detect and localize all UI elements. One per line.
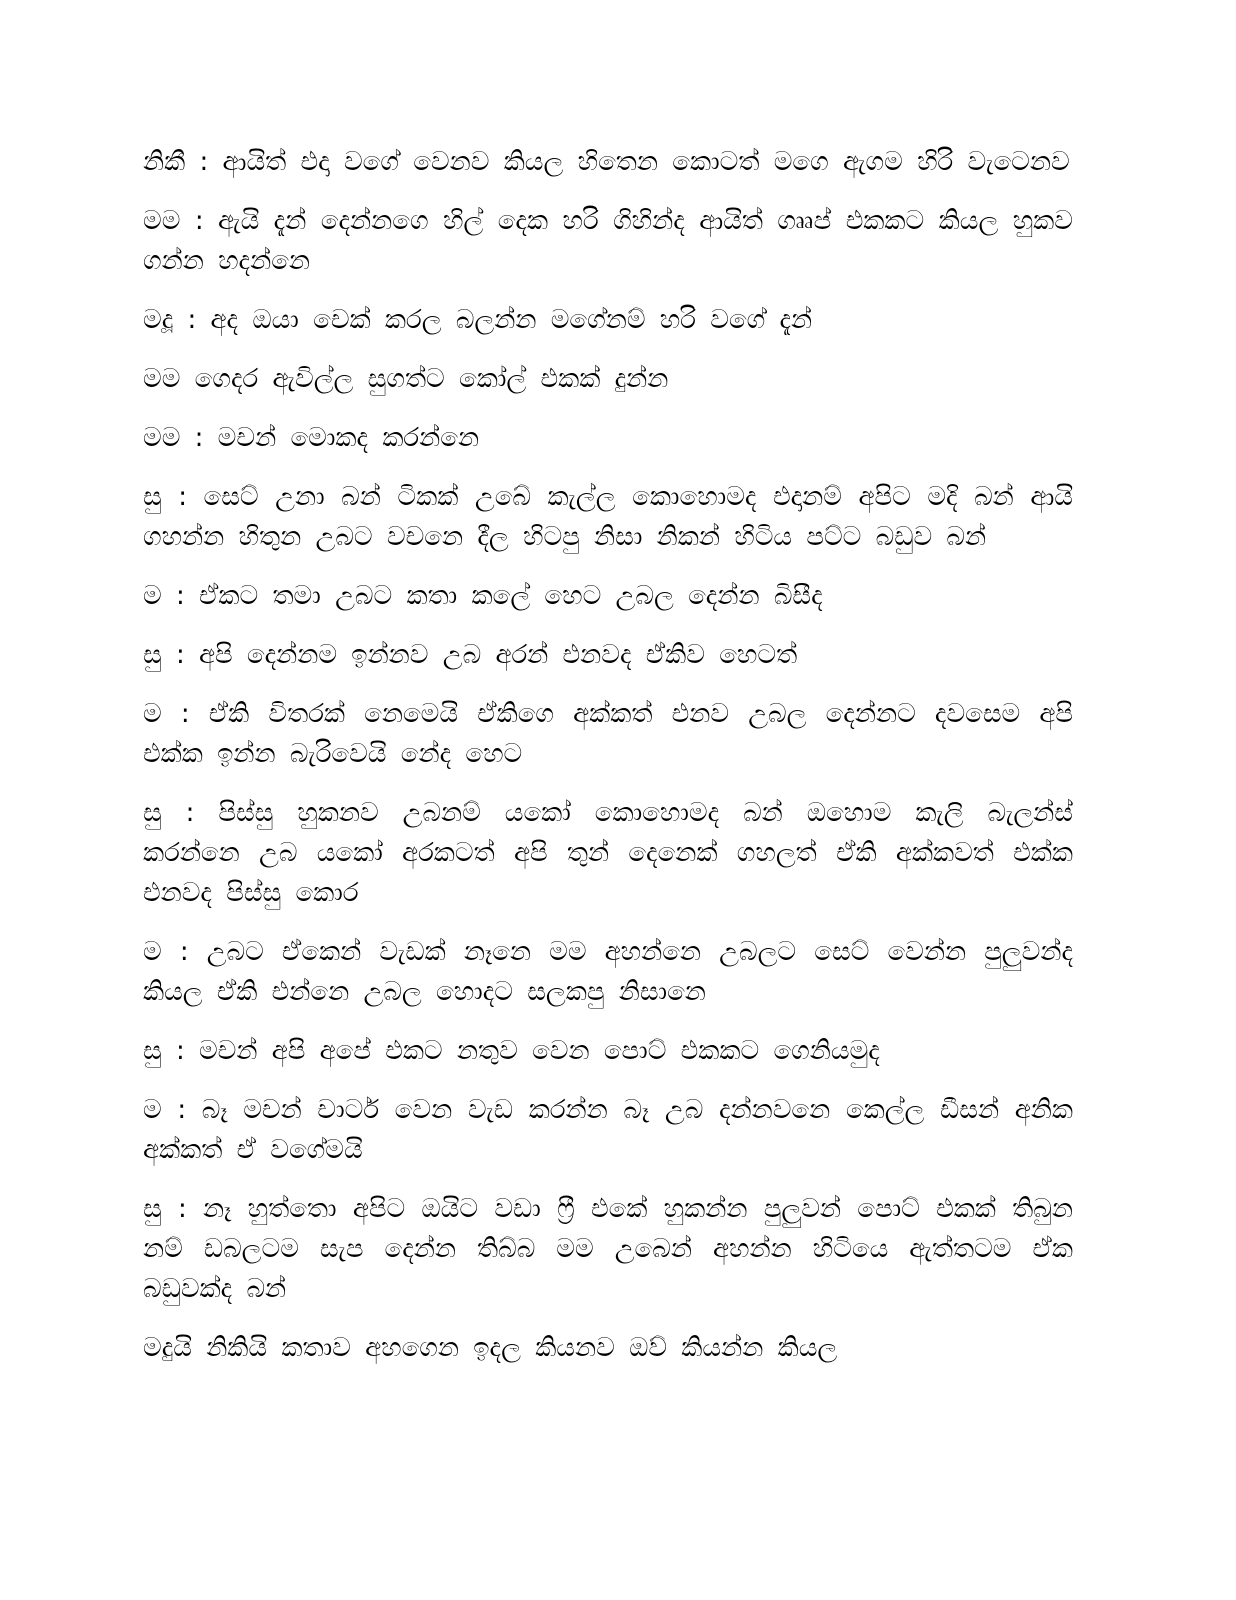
paragraph-11: ම : උබට ඒකෙන් වැඩක් නෑනෙ මම අහන්නෙ උබලට සෙට් වෙන්න පුලුවන්ද කියල ඒකි එන්නෙ උබල හොදට සලකපු නිසානෙ <box>143 937 1073 1007</box>
paragraph-7: ම : ඒකට තමා උබට කතා කලේ හෙට උබල දෙන්න බිසීද <box>143 581 823 611</box>
paragraph-5: මම : මචන් මොකද කරන්නෙ <box>143 423 480 453</box>
paragraph-12: සු : මචන් අපි අපේ එකට නතුව වෙන පොට් එකකට ගෙනියමුද <box>143 1036 880 1066</box>
paragraph-2: මම : ඇයි දැන් දෙන්නගෙ හිල් දෙක හරි ගිහින්ද ආයිත් ගෲප් එකකට කියල හුකව ගන්න හදන්නෙ <box>143 206 1073 276</box>
paragraph-6: සු : සෙට් උනා බන් ටිකක් උබේ කැල්ල කොහොමද එදානම් අපිට මදි බන් ආයි ගහන්න හිතුන උබට වචනෙ දීල හිටපු නිසා නිකන් හිටිය පට්ට බඩුව බන් <box>143 482 1073 552</box>
paragraph-14: සු : නෑ හුත්තො අපිට ඔයිට වඩා ෆ්‍රී එකේ හුකන්න පුලුවන් පොට් එකක් තිබුන නම් ඩබලටම සැප දෙන්න තිබ්බ මම උබෙන් අහන්න හිටියෙ ඇත්තටම ඒක බඩුවක්ද බන් <box>143 1194 1073 1304</box>
document-page <box>143 142 1073 1387</box>
paragraph-4: මම ගෙදර ඇවිල්ල සුගත්ට කෝල් එකක් දුන්න <box>143 364 669 394</box>
paragraph-1: නිකී : ආයිත් එදා වගේ වෙනව කියල හිතෙන කොටත් මගෙ ඇගම හිරි වැටෙනව <box>143 147 1070 177</box>
paragraph-15: මදුයි නිකියි කතාව අහගෙන ඉදල කියනව ඔව් කියන්න කියල <box>143 1333 838 1363</box>
paragraph-3: මදූ : අද ඔයා චෙක් කරල බලන්න මගේනම් හරි වගේ දැන් <box>143 305 813 335</box>
paragraph-9: ම : ඒකි විතරක් නෙමෙයි ඒකිගෙ අක්කත් එනව උබල දෙන්නට දවසෙම අපි එක්ක ඉන්න බැරිවෙයි නේද හෙට <box>143 699 1073 769</box>
paragraph-10: සු : පිස්සු හුකනව උබනම් යකෝ කොහොමද බන් ඔහොම කැලි බැලන්ස් කරන්නෙ උබ යකෝ අරකටත් අපි තුන් දෙනෙක් ගහලත් ඒකි අක්කවත් එක්ක එනවද පිස්සු කොර <box>143 798 1073 908</box>
paragraph-8: සු : අපි දෙන්නම ඉන්නව උබ අරන් එනවද ඒකිව හෙටත් <box>143 640 798 670</box>
paragraph-13: ම : බෑ මචන් චාටර් වෙන වැඩ කරන්න බෑ උබ දන්නවනෙ කෙල්ල ඩීසන් අනික අක්කත් ඒ වගේමයි <box>143 1095 1073 1165</box>
